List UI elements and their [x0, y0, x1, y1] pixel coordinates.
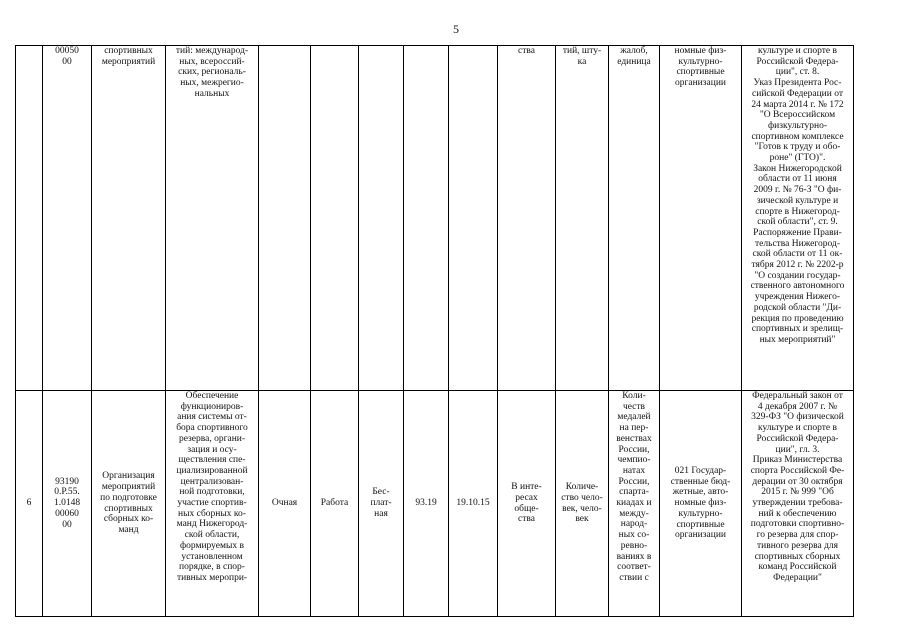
volume-unit-cell: Количе- ство чело- век, чело- век — [556, 391, 609, 617]
service-name-cell: Организация мероприятий по подготовке спортивных сборных ко- манд — [92, 391, 166, 617]
service-name-cell: спортивных мероприятий — [92, 46, 166, 391]
form-cell: Очная — [259, 391, 311, 617]
registry-code-cell: 00050 00 — [43, 46, 92, 391]
date-cell: 19.10.15 — [449, 391, 498, 617]
interest-cell: ства — [498, 46, 556, 391]
legal-basis-cell: культуре и спорте в Российской Федера- ции", ст. 8. Указ Президента Рос- сийской Федерации от 24 марта 2014 г. № 172 "О Всероссийском физкультурно- спортивном комплексе "Готов к труду и обо- роне" (ГТО)". Закон Нижегородской области от 11 июня 2009 г. № 76-З "О фи- зической культуре и спорте в Нижегород- ской области", ст. 9. Распоряжение Прави- тельства Нижегород- ской области от 11 ок- тября 2012 г. № 2202-р "О создании государ- ственного автономного учреждения Нижего- родской области "Ди- рекция по проведению спортивных и зрелищ- ных мероприятий" — [742, 46, 854, 391]
payment-cell: Бес- плат- ная — [359, 391, 404, 617]
services-registry-table — [15, 45, 854, 617]
quality-indicator-cell: Коли- честв медалей на пер- венствах России, чемпио- натах России, спарта- киадах и между- народ- ных со- ревно- ваниях в соответ- ствии с — [609, 391, 660, 617]
type-cell: Работа — [311, 391, 359, 617]
service-content-cell: Обеспечение функциониров- ания системы от- бора спортивного резерва, органи- зация и осу- ществления спе- циализированной централизован- ной подготовки, участие спортив- ных сборных ко- манд Нижегород- ской области, формируемых в установленном порядке, в спор- тивных меропри- — [166, 391, 259, 617]
legal-basis-cell: Федеральный закон от 4 декабря 2007 г. № 329-ФЗ "О физической культуре и спорте в Российской Федера- ции", гл. 3. Приказ Министерства спорта Российской Фе- дерации от 30 октября 2015 г. № 999 "Об утверждении требова- ний к обеспечению подготовки спортивно- го резерва для спор- тивного резерва для спортивных сборных команд Российской Федерации" — [742, 391, 854, 617]
interest-cell: В инте- ресах обще- ства — [498, 391, 556, 617]
organization-type-cell: номные физ- культурно- спортивные организации — [660, 46, 742, 391]
type-cell — [311, 46, 359, 391]
volume-unit-cell: тий, шту- ка — [556, 46, 609, 391]
organization-type-cell: 021 Государ- ственные бюд- жетные, авто- номные физ- культурно- спортивные организации — [660, 391, 742, 617]
row-number-cell — [16, 46, 43, 391]
table-row — [16, 46, 854, 391]
page-number: 5 — [453, 22, 459, 36]
payment-cell — [359, 46, 404, 391]
row-number-cell: 6 — [16, 391, 43, 617]
table-row — [16, 391, 854, 617]
form-cell — [259, 46, 311, 391]
okved-cell — [404, 46, 449, 391]
registry-code-cell: 93190 0.Р.55. 1.0148 00060 00 — [43, 391, 92, 617]
quality-indicator-cell: жалоб, единица — [609, 46, 660, 391]
okved-cell: 93.19 — [404, 391, 449, 617]
service-content-cell: тий: международ- ных, всероссий- ских, региональ- ных, межрегио- нальных — [166, 46, 259, 391]
date-cell — [449, 46, 498, 391]
